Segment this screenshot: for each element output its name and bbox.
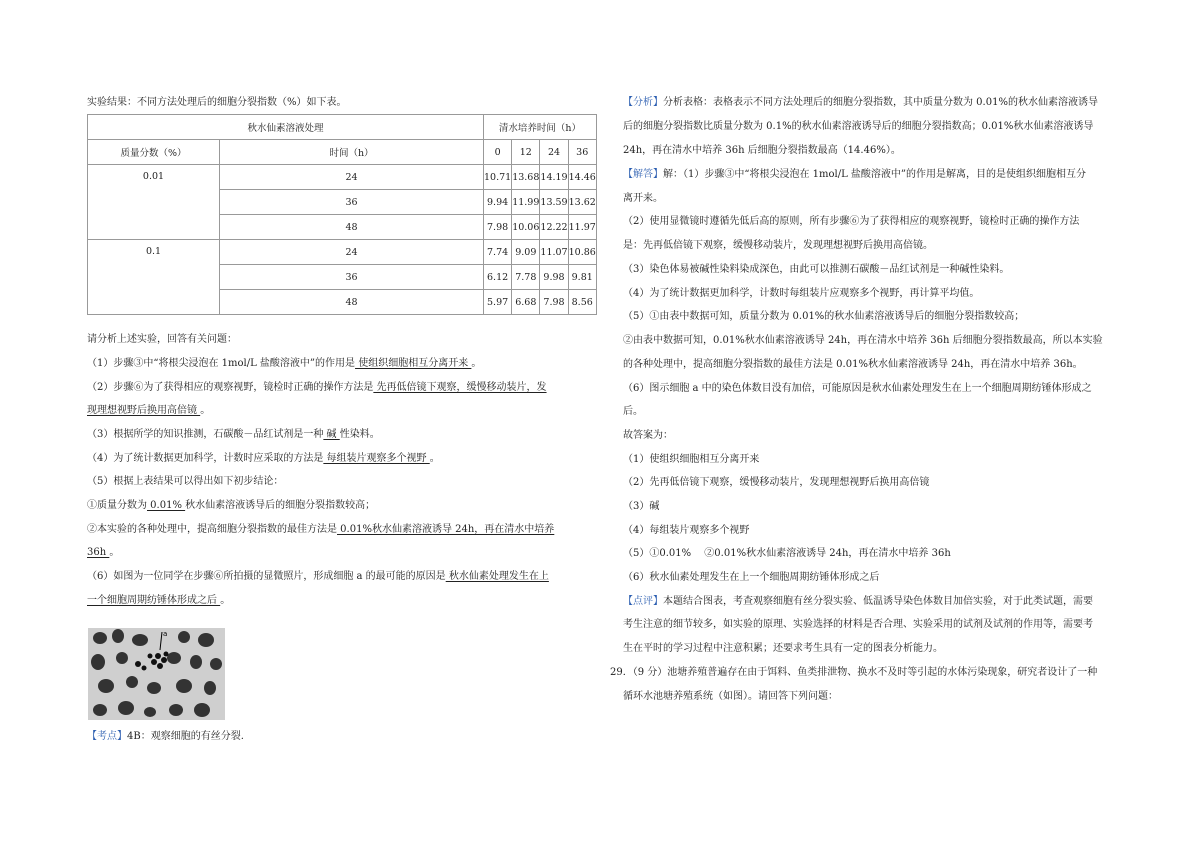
answer-blank: 现理想视野后换用高倍镜 — [87, 405, 201, 416]
table-time-cell: 36 — [220, 265, 484, 290]
question-text: 。 — [429, 453, 440, 464]
table-value: 9.81 — [568, 265, 596, 290]
answer-blank: 0.01% — [147, 500, 186, 511]
table-value: 13.62 — [568, 190, 596, 215]
answer-explain-2-cont: 是：先再低倍镜下观察，缓慢移动装片，发现理想视野后换用高倍镜。 — [623, 240, 933, 251]
answer-explain-6-cont: 后。 — [623, 406, 643, 417]
table-hour: 0 — [484, 140, 512, 165]
table-col-mass: 质量分数（%） — [88, 140, 220, 165]
question-4 — [87, 452, 440, 466]
dianping-text: 考生注意的细节较多，如实验的原理、实验选择的材料是否合理、实验采用的试剂及试剂的作用等，需要考 — [623, 619, 1093, 630]
dianping-text: 本题结合图表，考查观察细胞有丝分裂实验、低温诱导染色体数目加倍实验，对于此类试题，需要 — [663, 596, 1093, 607]
question-2-cont — [87, 404, 210, 418]
table-hour: 24 — [540, 140, 568, 165]
table-time-cell: 48 — [220, 215, 484, 240]
table-time-header: 清水培养时间（h） — [484, 115, 597, 140]
question-1 — [87, 357, 481, 371]
micrograph-image — [88, 628, 225, 720]
question-text: ②本实验的各种处理中，提高细胞分裂指数的最佳方法是 — [87, 524, 337, 535]
table-hour: 36 — [568, 140, 596, 165]
question-2 — [87, 381, 547, 395]
table-value: 6.68 — [512, 290, 540, 315]
table-value: 14.19 — [540, 165, 568, 190]
kaodian-line — [87, 730, 244, 744]
prompt-text: 请分析上述实验，回答有关问题： — [87, 334, 237, 345]
jieda-text: 离开来。 — [623, 193, 663, 204]
table-value: 13.68 — [512, 165, 540, 190]
table-value: 6.12 — [484, 265, 512, 290]
dianping-line — [623, 595, 1093, 609]
question-text: （4）为了统计数据更加科学，计数时应采取的方法是 — [87, 453, 324, 464]
results-table — [87, 114, 597, 315]
table-time-cell: 36 — [220, 190, 484, 215]
table-time-cell: 24 — [220, 165, 484, 190]
kaodian-text: 4B：观察细胞的有丝分裂. — [127, 731, 244, 742]
table-row — [88, 240, 597, 265]
table-value: 10.86 — [568, 240, 596, 265]
final-answer-5: （5）①0.01% ②0.01%秋水仙素溶液诱导 24h，再在清水中培养 36h — [623, 548, 951, 559]
answers-heading: 故答案为： — [623, 430, 673, 441]
answer-explain-3: （3）染色体易被碱性染料染成深色，由此可以推测石碳酸－品红试剂是一种碱性染料。 — [623, 264, 1010, 275]
final-answer-2: （2）先再低倍镜下观察，缓慢移动装片，发现理想视野后换用高倍镜 — [623, 477, 930, 488]
table-value: 8.56 — [568, 290, 596, 315]
table-value: 5.97 — [484, 290, 512, 315]
table-value: 10.06 — [512, 215, 540, 240]
answer-blank: 碱 — [323, 429, 340, 440]
fenxi-tag: 【分析】 — [623, 97, 663, 108]
fenxi-line — [623, 96, 1098, 110]
table-value: 9.94 — [484, 190, 512, 215]
jieda-tag: 【解答】 — [623, 169, 663, 180]
table-value: 11.97 — [568, 215, 596, 240]
answer-explain-6: （6）图示细胞 a 中的染色体数目没有加倍，可能原因是秋水仙素处理发生在上一个细胞周期纺锤体形成之 — [623, 383, 1092, 394]
table-value: 12.22 — [540, 215, 568, 240]
table-time-cell: 48 — [220, 290, 484, 315]
table-col-time: 时间（h） — [220, 140, 484, 165]
final-answer-6: （6）秋水仙素处理发生在上一个细胞周期纺锤体形成之后 — [623, 572, 880, 583]
question-text: 性染料。 — [339, 429, 380, 440]
intro-text: 实验结果：不同方法处理后的细胞分裂指数（%）如下表。 — [87, 97, 347, 108]
answer-explain-5-2: ②由表中数据可知，0.01%秋水仙素溶液诱导 24h，再在清水中培养 36h 后细胞分裂指数最高，所以本实验 — [623, 335, 1103, 346]
question-6 — [87, 570, 549, 584]
question-5-1 — [87, 499, 375, 513]
question-5: （5）根据上表结果可以得出如下初步结论： — [87, 476, 284, 487]
photo-label-a: a — [163, 630, 168, 638]
table-value: 11.07 — [540, 240, 568, 265]
question-text: （1）步骤③中“将根尖浸泡在 1mol/L 盐酸溶液中”的作用是 — [87, 358, 356, 369]
table-value: 7.78 — [512, 265, 540, 290]
table-time-cell: 24 — [220, 240, 484, 265]
answer-blank: 每组装片观察多个视野 — [323, 453, 430, 464]
table-row — [88, 165, 597, 190]
question-text: （3）根据所学的知识推测，石碳酸－品红试剂是一种 — [87, 429, 324, 440]
answer-blank: 使组织细胞相互分离开来 — [355, 358, 472, 369]
answer-blank: 36h — [87, 547, 110, 558]
question-5-2 — [87, 523, 554, 537]
question-text: 。 — [200, 405, 211, 416]
question-text: 。 — [220, 595, 231, 606]
jieda-line — [623, 168, 1086, 182]
question-text: （2）步骤⑥为了获得相应的观察视野，镜检时正确的操作方法是 — [87, 382, 374, 393]
dianping-text: 生在平时的学习过程中注意积累；还要求考生具有一定的图表分析能力。 — [623, 643, 943, 654]
final-answer-3: （3）碱 — [623, 501, 660, 512]
table-mass-cell: 0.1 — [88, 240, 220, 315]
table-value: 14.46 — [568, 165, 596, 190]
question-29-cont: 循环水池塘养殖系统（如图）。请回答下列问题： — [623, 691, 838, 702]
question-text: 秋水仙素溶液诱导后的细胞分裂指数较高； — [185, 500, 376, 511]
table-value: 11.99 — [512, 190, 540, 215]
fenxi-text: 24h，再在清水中培养 36h 后细胞分裂指数最高（14.46%）。 — [623, 145, 901, 156]
question-text: 。 — [109, 547, 120, 558]
table-hour: 12 — [512, 140, 540, 165]
question-text: （6）如图为一位同学在步骤⑥所拍摄的显微照片，形成细胞 a 的最可能的原因是 — [87, 571, 446, 582]
table-value: 13.59 — [540, 190, 568, 215]
question-5-2-cont — [87, 546, 119, 560]
table-group-header: 秋水仙素溶液处理 — [88, 115, 484, 140]
table-value: 9.09 — [512, 240, 540, 265]
table-value: 7.98 — [540, 290, 568, 315]
kaodian-tag: 【考点】 — [87, 731, 127, 742]
question-29: 29．（9 分）池塘养殖普遍存在由于饵料、鱼类排泄物、换水不及时等引起的水体污染现象，研究者设计了一种 — [610, 667, 1098, 678]
table-value: 10.71 — [484, 165, 512, 190]
fenxi-text: 后的细胞分裂指数比质量分数为 0.1%的秋水仙素溶液诱导后的细胞分裂指数高；0.01%秋水仙素溶液诱导 — [623, 121, 1094, 132]
answer-blank: 秋水仙素处理发生在上 — [445, 571, 549, 582]
answer-blank: 0.01%秋水仙素溶液诱导 24h，再在清水中培养 — [337, 524, 555, 535]
final-answer-4: （4）每组装片观察多个视野 — [623, 525, 750, 536]
dianping-tag: 【点评】 — [623, 596, 663, 607]
fenxi-text: 分析表格：表格表示不同方法处理后的细胞分裂指数，其中质量分数为 0.01%的秋水仙素溶液诱导 — [663, 97, 1098, 108]
answer-blank: 先再低倍镜下观察，缓慢移动装片，发 — [373, 382, 547, 393]
question-text: 。 — [471, 358, 482, 369]
table-value: 7.98 — [484, 215, 512, 240]
table-mass-cell: 0.01 — [88, 165, 220, 240]
question-6-cont — [87, 594, 230, 608]
final-answer-1: （1）使组织细胞相互分离开来 — [623, 454, 760, 465]
table-value: 7.74 — [484, 240, 512, 265]
answer-explain-2: （2）使用显微镜时遵循先低后高的原则，所有步骤⑥为了获得相应的观察视野，镜检时正确的操作方法 — [623, 216, 1080, 227]
jieda-text: 解：（1）步骤③中“将根尖浸泡在 1mol/L 盐酸溶液中”的作用是解离，目的是使组织细胞相互分 — [663, 169, 1087, 180]
answer-explain-5-3: 的各种处理中，提高细胞分裂指数的最佳方法是 0.01%秋水仙素溶液诱导 24h，再在清水中培养 36h。 — [623, 359, 1083, 370]
answer-explain-5: （5）①由表中数据可知，质量分数为 0.01%的秋水仙素溶液诱导后的细胞分裂指数较高； — [623, 311, 1025, 322]
answer-blank: 一个细胞周期纺锤体形成之后 — [87, 595, 221, 606]
question-text: ①质量分数为 — [87, 500, 147, 511]
answer-explain-4: （4）为了统计数据更加科学，计数时每组装片应观察多个视野，再计算平均值。 — [623, 288, 980, 299]
table-value: 9.98 — [540, 265, 568, 290]
question-3 — [87, 428, 380, 442]
